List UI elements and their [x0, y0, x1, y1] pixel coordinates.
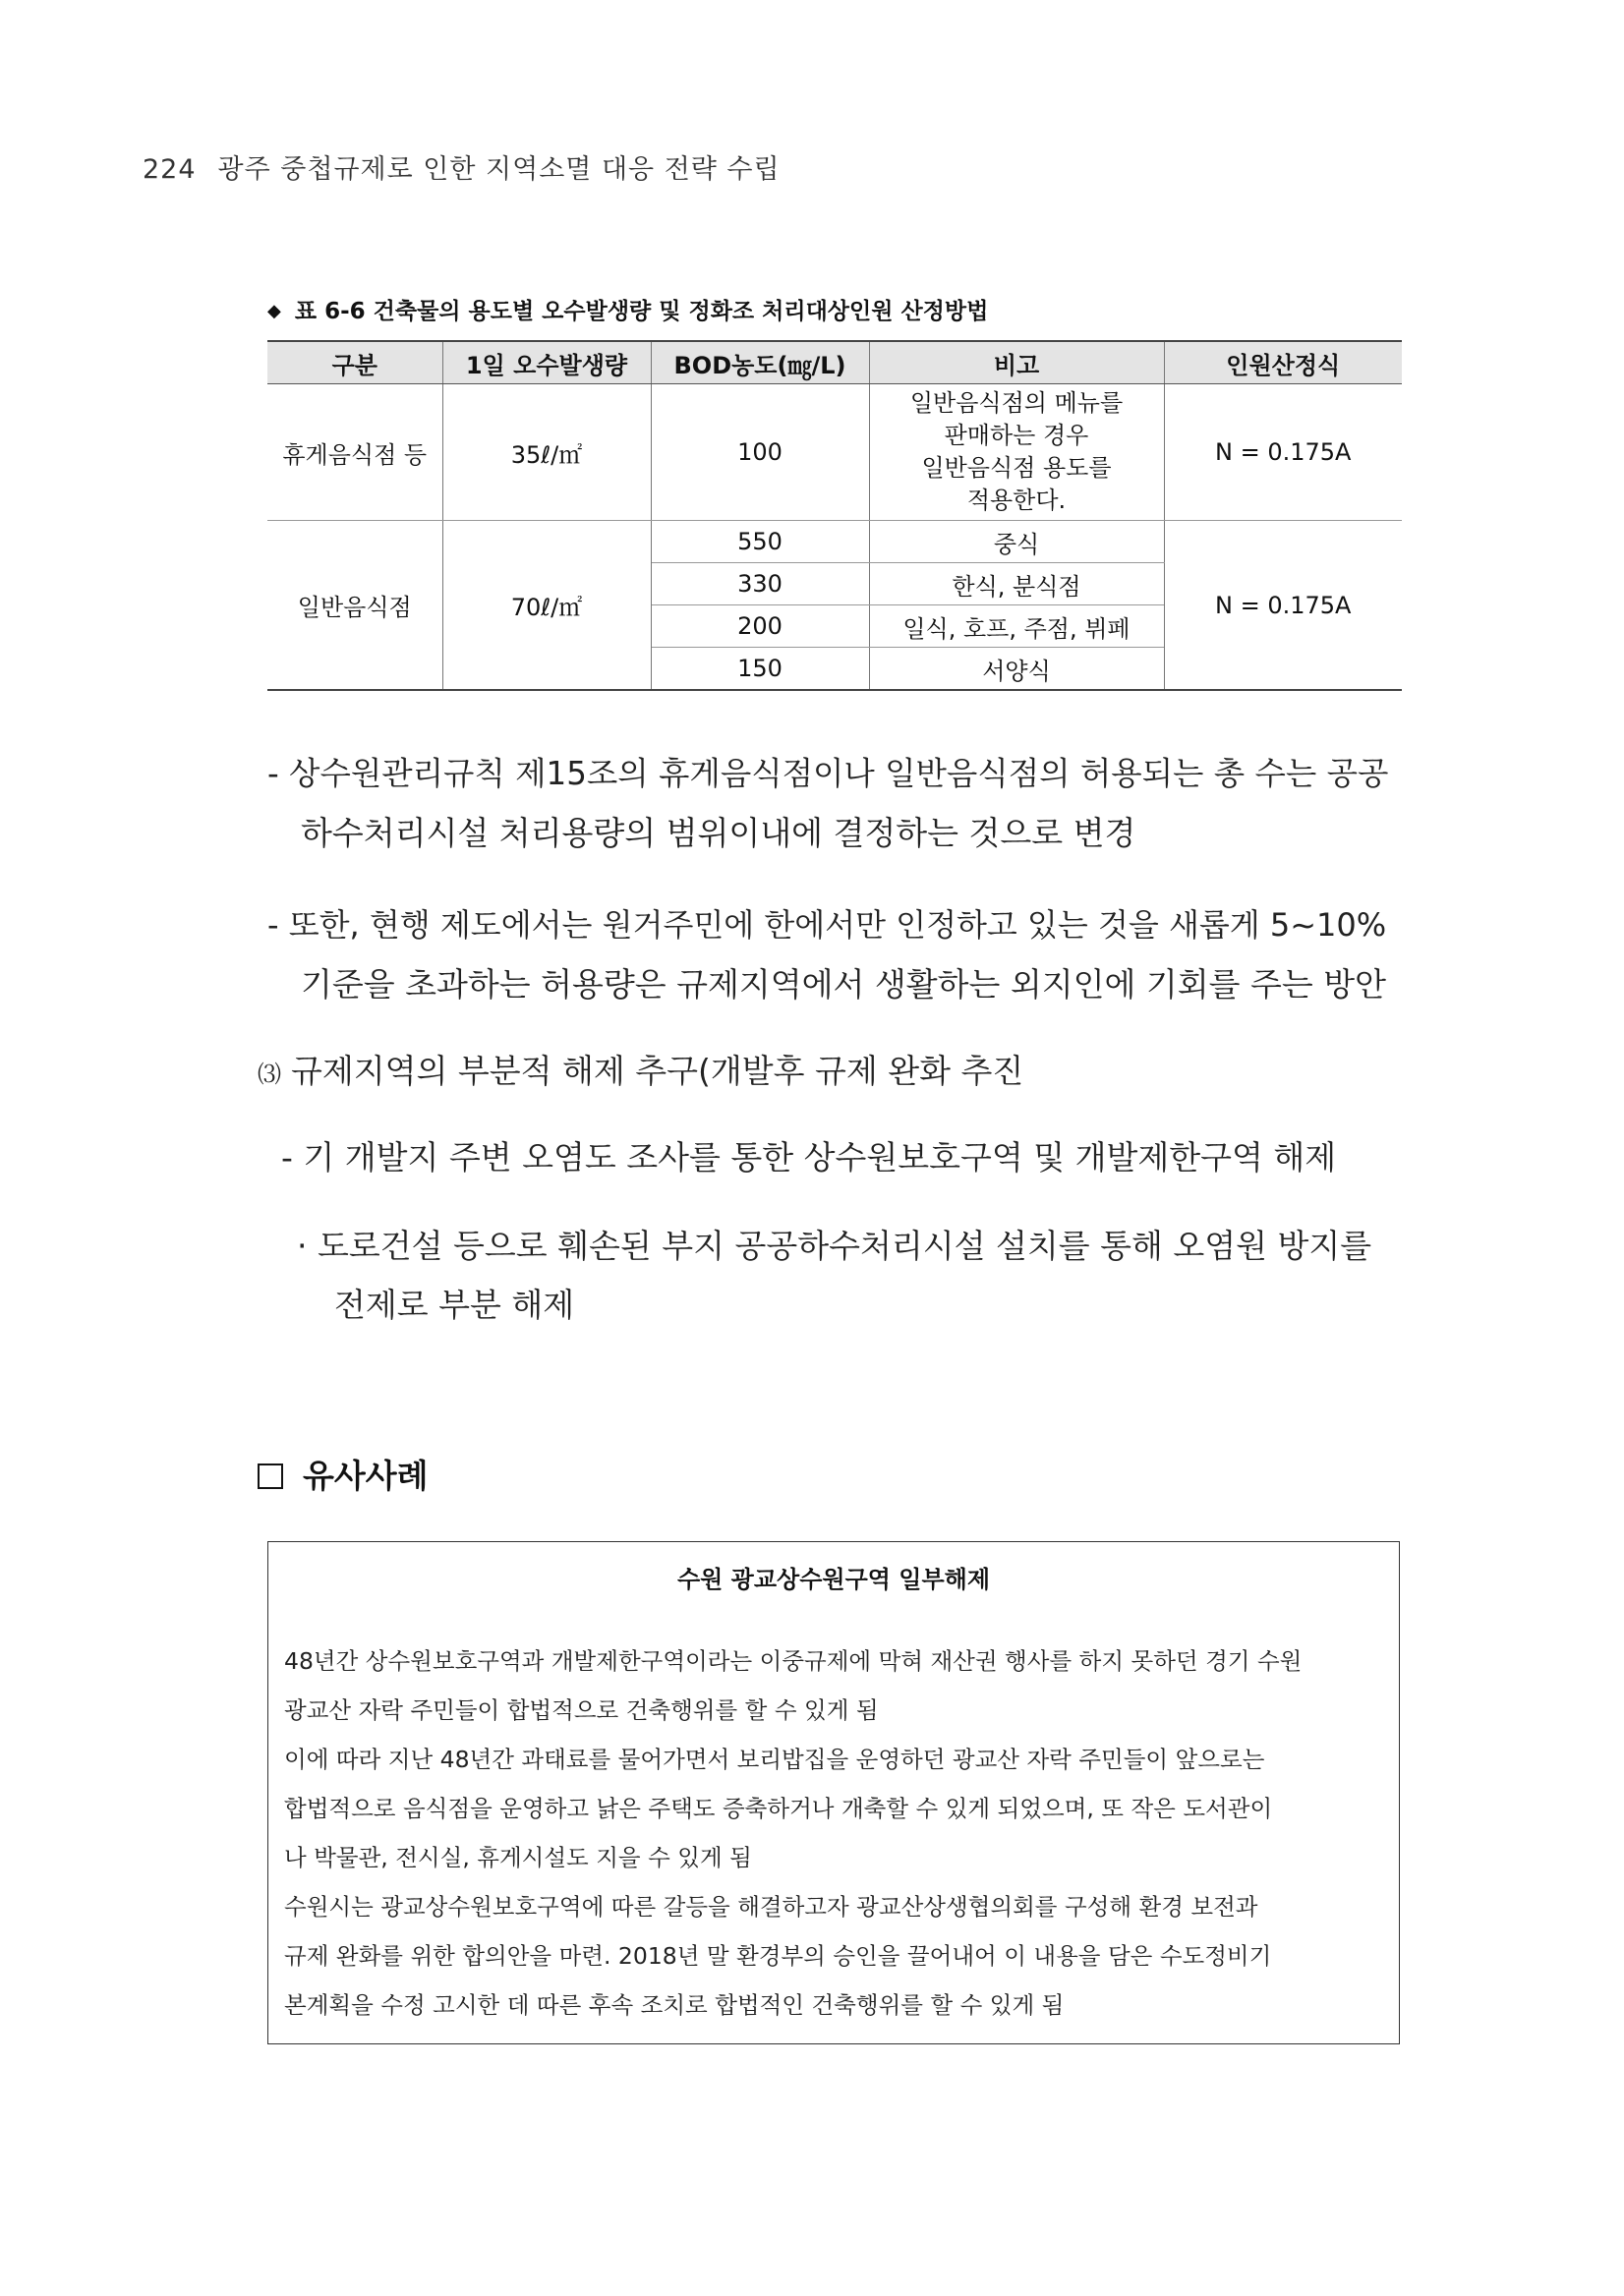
cell-bod: 200 [651, 605, 869, 648]
paragraph-line: 기준을 초과하는 허용량은 규제지역에서 생활하는 외지인에 기회를 주는 방안 [301, 965, 1387, 1004]
sub-heading [258, 1046, 1023, 1092]
header-daily-sewage: 1일 오수발생량 [442, 341, 651, 384]
header-note: 비고 [869, 341, 1164, 384]
sewage-table [267, 340, 1402, 691]
table-caption [267, 293, 988, 325]
sub-heading-text: 규제지역의 부분적 해제 추구(개발후 규제 완화 추진 [291, 1052, 1024, 1090]
note-line: 판매하는 경우 [944, 422, 1089, 449]
cell-note: 일식, 호프, 주점, 뷔페 [869, 605, 1164, 648]
sub-heading-number: ⑶ [258, 1061, 281, 1088]
paragraph-line: 전제로 부분 해제 [334, 1286, 575, 1324]
cell-bod: 100 [651, 384, 869, 521]
case-line: 규제 완화를 위한 합의안을 마련. 2018년 말 환경부의 승인을 끌어내어 이 내용을 담은 수도정비기 [284, 1942, 1272, 1970]
cell-note: 서양식 [869, 648, 1164, 691]
header-category: 구분 [267, 341, 442, 384]
checkbox-square-icon [258, 1464, 283, 1489]
cell-note: 중식 [869, 521, 1164, 563]
header-formula: 인원산정식 [1164, 341, 1402, 384]
paragraph-line: - 상수원관리규칙 제15조의 휴게음식점이나 일반음식점의 허용되는 총 수는 공공 [267, 755, 1389, 792]
cell-formula: N = 0.175A [1164, 384, 1402, 521]
note-line: 일반음식점의 메뉴를 [909, 389, 1124, 417]
paragraph-line: - 또한, 현행 제도에서는 원거주민에 한에서만 인정하고 있는 것을 새롭게 5~10% [267, 906, 1387, 944]
paragraph-line: 하수처리시설 처리용량의 범위이내에 결정하는 것으로 변경 [301, 814, 1136, 852]
table-caption-text: 표 6-6 건축물의 용도별 오수발생량 및 정화조 처리대상인원 산정방법 [294, 299, 989, 324]
section-heading [258, 1451, 429, 1497]
case-line: 48년간 상수원보호구역과 개발제한구역이라는 이중규제에 막혀 재산권 행사를 하지 못하던 경기 수원 [284, 1647, 1303, 1675]
table-row [267, 384, 1402, 521]
case-line: 합법적으로 음식점을 운영하고 낡은 주택도 증축하거나 개축할 수 있게 되었으며, 또 작은 도서관이 [284, 1795, 1273, 1822]
case-line: 광교산 자락 주민들이 합법적으로 건축행위를 할 수 있게 됨 [284, 1696, 879, 1724]
paragraph-line: - 기 개발지 주변 오염도 조사를 통한 상수원보호구역 및 개발제한구역 해제 [281, 1138, 1337, 1177]
section-title: 유사사례 [303, 1457, 429, 1495]
cell-note [869, 384, 1164, 521]
cell-category: 휴게음식점 등 [267, 384, 442, 521]
paragraph-line: · 도로건설 등으로 훼손된 부지 공공하수처리시설 설치를 통해 오염원 방지를 [297, 1227, 1372, 1265]
cell-bod: 550 [651, 521, 869, 563]
cell-bod: 330 [651, 563, 869, 605]
case-study-box [267, 1541, 1400, 2044]
note-line: 일반음식점 용도를 [921, 454, 1112, 482]
table-header-row [267, 341, 1402, 384]
cell-note: 한식, 분식점 [869, 563, 1164, 605]
case-line: 수원시는 광교상수원보호구역에 따른 갈등을 해결하고자 광교산상생협의회를 구성해 환경 보전과 [284, 1893, 1258, 1921]
cell-daily: 35ℓ/㎡ [442, 384, 651, 521]
running-title: 광주 중첩규제로 인한 지역소멸 대응 전략 수립 [217, 154, 781, 185]
diamond-bullet-icon: ◆ [267, 301, 281, 321]
header-bod: BOD농도(㎎/L) [651, 341, 869, 384]
case-line: 본계획을 수정 고시한 데 따른 후속 조치로 합법적인 건축행위를 할 수 있게 됨 [284, 1991, 1065, 2019]
page-number: 224 [143, 154, 197, 185]
cell-category: 일반음식점 [267, 521, 442, 691]
case-title: 수원 광교상수원구역 일부해제 [676, 1566, 991, 1593]
table-row [267, 521, 1402, 563]
cell-formula: N = 0.175A [1164, 521, 1402, 691]
running-header [143, 147, 781, 186]
case-line: 이에 따라 지난 48년간 과태료를 물어가면서 보리밥집을 운영하던 광교산 자락 주민들이 앞으로는 [284, 1746, 1265, 1773]
note-line: 적용한다. [966, 487, 1067, 514]
cell-bod: 150 [651, 648, 869, 691]
cell-daily: 70ℓ/㎡ [442, 521, 651, 691]
case-line: 나 박물관, 전시실, 휴게시설도 지을 수 있게 됨 [284, 1844, 752, 1871]
